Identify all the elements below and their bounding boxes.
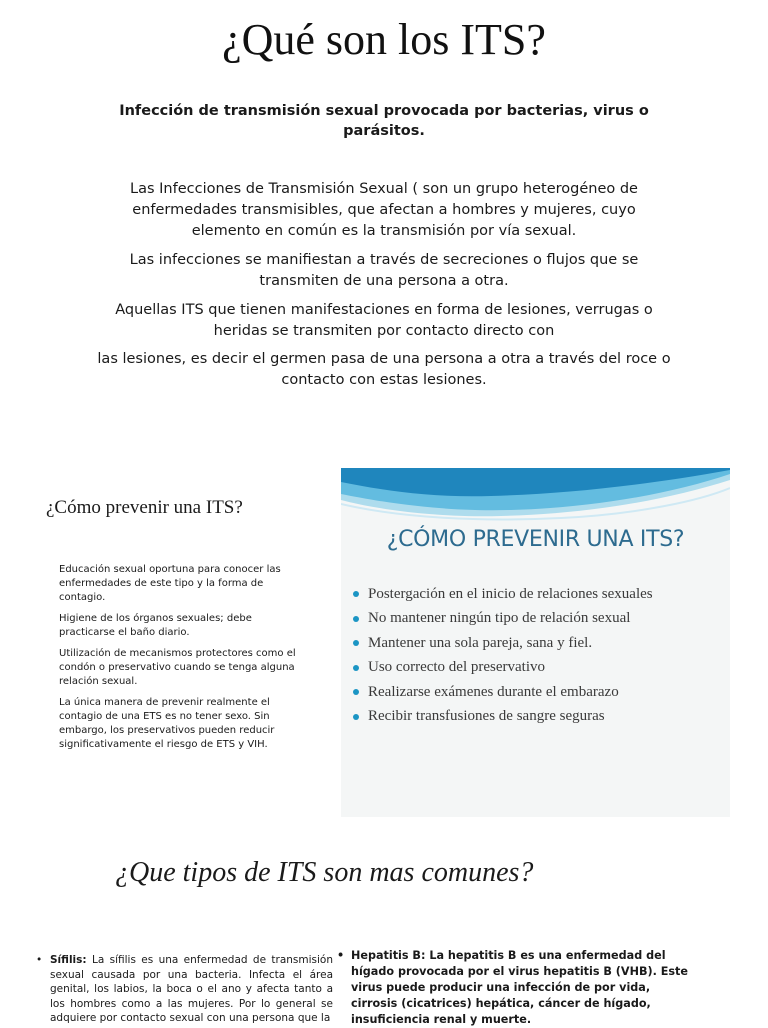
intro-paragraph: Las Infecciones de Transmisión Sexual ( son un grupo heterogéneo de enfermedades transmisibles, que afectan a hombres y mujeres, cuyo elemento en común es la transmisión por vía sexual. [130,181,638,239]
bullet-icon [353,714,359,720]
slide-list-item [353,680,728,705]
slide-list-item [353,607,728,632]
prevention-item: Utilización de mecanismos protectores como el condón o preservativo cuando se tenga alguna relación sexual. [59,648,296,687]
slide-item-text: Postergación en el inicio de relaciones sexuales [368,585,653,602]
slide-wave-decoration [341,468,730,528]
page-title: ¿Qué son los ITS? [222,15,546,64]
prevention-heading: ¿Cómo prevenir una ITS? [46,497,243,518]
slide-list-item [353,631,728,656]
slide-item-text: No mantener ningún tipo de relación sexual [368,610,631,627]
hepatitis-section [337,948,689,1028]
syphilis-label: Sífilis: [50,954,87,966]
secretions-paragraph: Las infecciones se manifiestan a través de secreciones o flujos que se transmiten de una persona a otra. [129,252,639,289]
bullet-icon [353,616,359,622]
bullet-icon [353,689,359,695]
syphilis-section [36,953,333,1026]
slide-list-item [353,656,728,681]
bullet-icon [353,591,359,597]
slide-item-text: Realizarse exámenes durante el embarazo [368,683,619,700]
hepatitis-text: Hepatitis B: La hepatitis B es una enfermedad del hígado provocada por el virus hepatitis B (VHB). Este virus puede producir una infección de por vida, cirrosis (cicatrices) hepática, cáncer de hígado, insuficiencia renal y muerte. [351,949,688,1026]
slide-item-text: Recibir transfusiones de sangre seguras [368,708,605,725]
prevention-item: La única manera de prevenir realmente el contagio de una ETS es no tener sexo. Sin embargo, los preservativos pueden reducir significativamente el riesgo de ETS y VIH. [59,697,275,750]
syphilis-text: La sífilis es una enfermedad de transmisión sexual causada por una bacteria. Infecta el área genital, los labios, la boca o el ano y afecta tanto a los hombres como a las mujeres. Por lo general se adquiere por contacto sexual con una persona que la [50,954,333,1024]
contact-paragraph: las lesiones, es decir el germen pasa de una persona a otra a través del roce o contacto con estas lesiones. [97,351,671,388]
page-subtitle: Infección de transmisión sexual provocada por bacterias, virus o parásitos. [119,103,649,139]
slide-title: ¿CÓMO PREVENIR UNA ITS? [386,527,685,552]
bullet-icon: • [337,949,345,962]
types-heading: ¿Que tipos de ITS son mas comunes? [115,857,534,888]
bullet-icon: • [36,954,43,966]
slide-item-text: Uso correcto del preservativo [368,659,546,676]
prevention-list [59,563,297,759]
bullet-icon [353,640,359,646]
lesions-paragraph: Aquellas ITS que tienen manifestaciones en forma de lesiones, verrugas o heridas se transmiten por contacto directo con [115,302,653,339]
prevention-item: Educación sexual oportuna para conocer las enfermedades de este tipo y la forma de contagio. [59,564,281,603]
syphilis-text-block [50,953,333,1026]
prevention-slide-image [341,468,730,817]
slide-list-item [353,705,728,730]
bullet-icon [353,665,359,671]
prevention-item: Higiene de los órganos sexuales; debe practicarse el baño diario. [59,613,252,638]
slide-item-text: Mantener una sola pareja, sana y fiel. [368,634,593,651]
slide-list-item [353,582,728,607]
slide-list [353,582,728,729]
